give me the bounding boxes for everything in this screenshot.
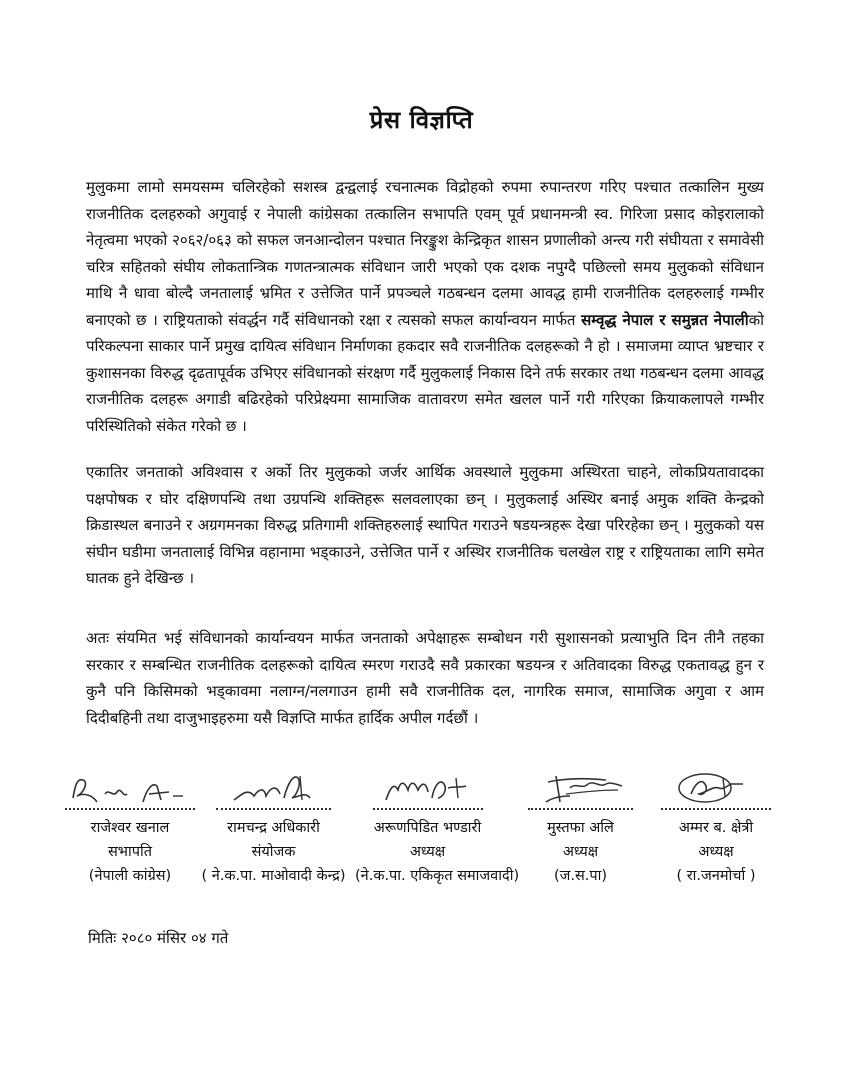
signatory-3-party: (ने.क.पा. एकिकृत समाजवादी) (355, 868, 520, 884)
signature-4-icon (526, 768, 636, 808)
paragraph-1-text-a: मुलुकमा लामो समयसम्म चलिरहेको सशस्त्र द्वन्द्वलाई रचनात्मक विद्रोहको रुपमा रुपान्तरण गरिए पश्चात तत्कालिन मुख्य राजनीतिक दलहरुको अगुवाई र नेपाली कांग्रेसका तत्कालिन सभापति एवम् पूर्व प्रधानमन्त्री स्व. गिरिजा प्रसाद कोइरालाको नेतृत्वमा भएको २०६२/०६३ को सफल जनआन्दोलन पश्चात निरङ्कुश केन्द्रिकृत शासन प्रणालीको अन्त्य गरी संघीयता र समावेसी चरित्र सहितको संघीय लोकतान्त्रिक गणतन्त्रात्मक संविधान जारी भएको एक दशक नपुग्दै पछिल्लो समय मुलुकको संविधान माथि नै धावा बोल्दै जनतालाई भ्रमित र उत्तेजित पार्ने प्रपञ्चले गठबन्धन दलमा आवद्ध हामी राजनीतिक दलहरुलाई गम्भीर बनाएको छ । राष्ट्रियताको संवर्द्धन गर्दै संविधानको रक्षा र त्यसको सफल कार्यान्वयन मार्फत (86, 178, 764, 329)
signatory-3 (355, 768, 520, 888)
signatory-2-role: संयोजक (251, 844, 296, 860)
signatory-3-role: अध्यक्ष (409, 844, 446, 860)
signatory-2-name: रामचन्द्र अधिकारी (227, 820, 320, 836)
signature-5-icon (661, 768, 771, 808)
document-title: प्रेस विज्ञप्ति (369, 106, 474, 134)
signatory-4 (518, 768, 643, 888)
signatory-4-party: (ज.स.पा) (553, 868, 608, 884)
signatory-4-role: अध्यक्ष (562, 844, 599, 860)
signatory-1 (55, 768, 205, 888)
document-date: मितिः २०८० मंसिर ०४ गते (88, 929, 229, 947)
signatory-5 (646, 768, 786, 888)
signatory-5-role: अध्यक्ष (698, 844, 734, 860)
signatory-1-party: (नेपाली कांग्रेस) (88, 868, 172, 884)
signatory-2-party: ( ने.क.पा. माओवादी केन्द्र) (201, 868, 346, 884)
signatory-1-name: राजेश्वर खनाल (90, 820, 170, 836)
signatory-3-name: अरूणपिडित भण्डारी (373, 820, 482, 836)
signatory-5-party: ( रा.जनमोर्चा ) (676, 868, 756, 884)
paragraph-1-text-b: को परिकल्पना साकार पार्ने प्रमुख दायित्व संविधान निर्माणका हकदार सवै राजनीतिक दलहरूको नै हो । समाजमा व्याप्त भ्रष्टचार र कुशासनका विरुद्ध दृढतापूर्वक उभिएर संविधानको संरक्षण गर्दै मुलुकलाई निकास दिने तर्फ सरकार तथा गठबन्धन दलमा आवद्ध राजनीतिक दलहरू अगाडी बढिरहेको परिप्रेक्ष्यमा सामाजिक वातावरण समेत खलल पार्ने गरी गरिएका क्रियाकलापले गम्भीर परिस्थितिको संकेत गरेको छ । (86, 310, 764, 435)
paragraph-2: एकातिर जनताको अविश्वास र अर्को तिर मुलुकको जर्जर आर्थिक अवस्थाले मुलुकमा अस्थिरता चाहने, लोकप्रियतावादका पक्षपोषक र घोर दक्षिणपन्थि तथा उग्रपन्थि शक्तिहरू सलवलाएका छन् । मुलुकलाई अस्थिर बनाई अमुक शक्ति केन्द्रको क्रिडास्थल बनाउने र अग्रगमनका विरुद्ध प्रतिगामी शक्तिहरुलाई स्थापित गराउने षडयन्त्रहरू देखा परिरहेका छन् । मुलुकको यस संघीन घडीमा जनतालाई विभिन्न वहानामा भड्काउने, उत्तेजित पार्ने र अस्थिर राजनीतिक चलखेल राष्ट्र र राष्ट्रियताका लागि समेत घातक हुने देखिन्छ । (86, 463, 764, 587)
paragraph-1-bold-phrase: सम्वृद्ध नेपाल र समुन्नत नेपाली (581, 310, 749, 329)
signature-2-icon (214, 768, 334, 808)
paragraph-3: अतः संयमित भई संविधानको कार्यान्वयन मार्फत जनताको अपेक्षाहरू सम्बोधन गरी सुशासनको प्रत्याभुति दिन तीनै तहका सरकार र सम्बन्धित राजनीतिक दलहरूको दायित्व स्मरण गराउदै सवै प्रकारका षडयन्त्र र अतिवादका विरुद्ध एकतावद्ध हुन र कुनै पनि किसिमको भड्कावमा नलाग्न/नलगाउन हामी सवै राजनीतिक दल, नागरिक समाज, सामाजिक अगुवा र आम दिदीबहिनी तथा दाजुभाइहरुमा यसै विज्ञप्ति मार्फत हार्दिक अपील गर्दछौं । (86, 629, 764, 727)
signature-3-icon (368, 768, 488, 808)
signatory-1-role: सभापति (107, 844, 152, 860)
signature-1-icon (65, 768, 195, 808)
paragraph-1 (86, 174, 764, 439)
signatory-2 (186, 768, 361, 888)
signatory-4-name: मुस्तफा अलि (547, 820, 614, 836)
signatory-5-name: अम्मर ब. क्षेत्री (678, 820, 754, 836)
